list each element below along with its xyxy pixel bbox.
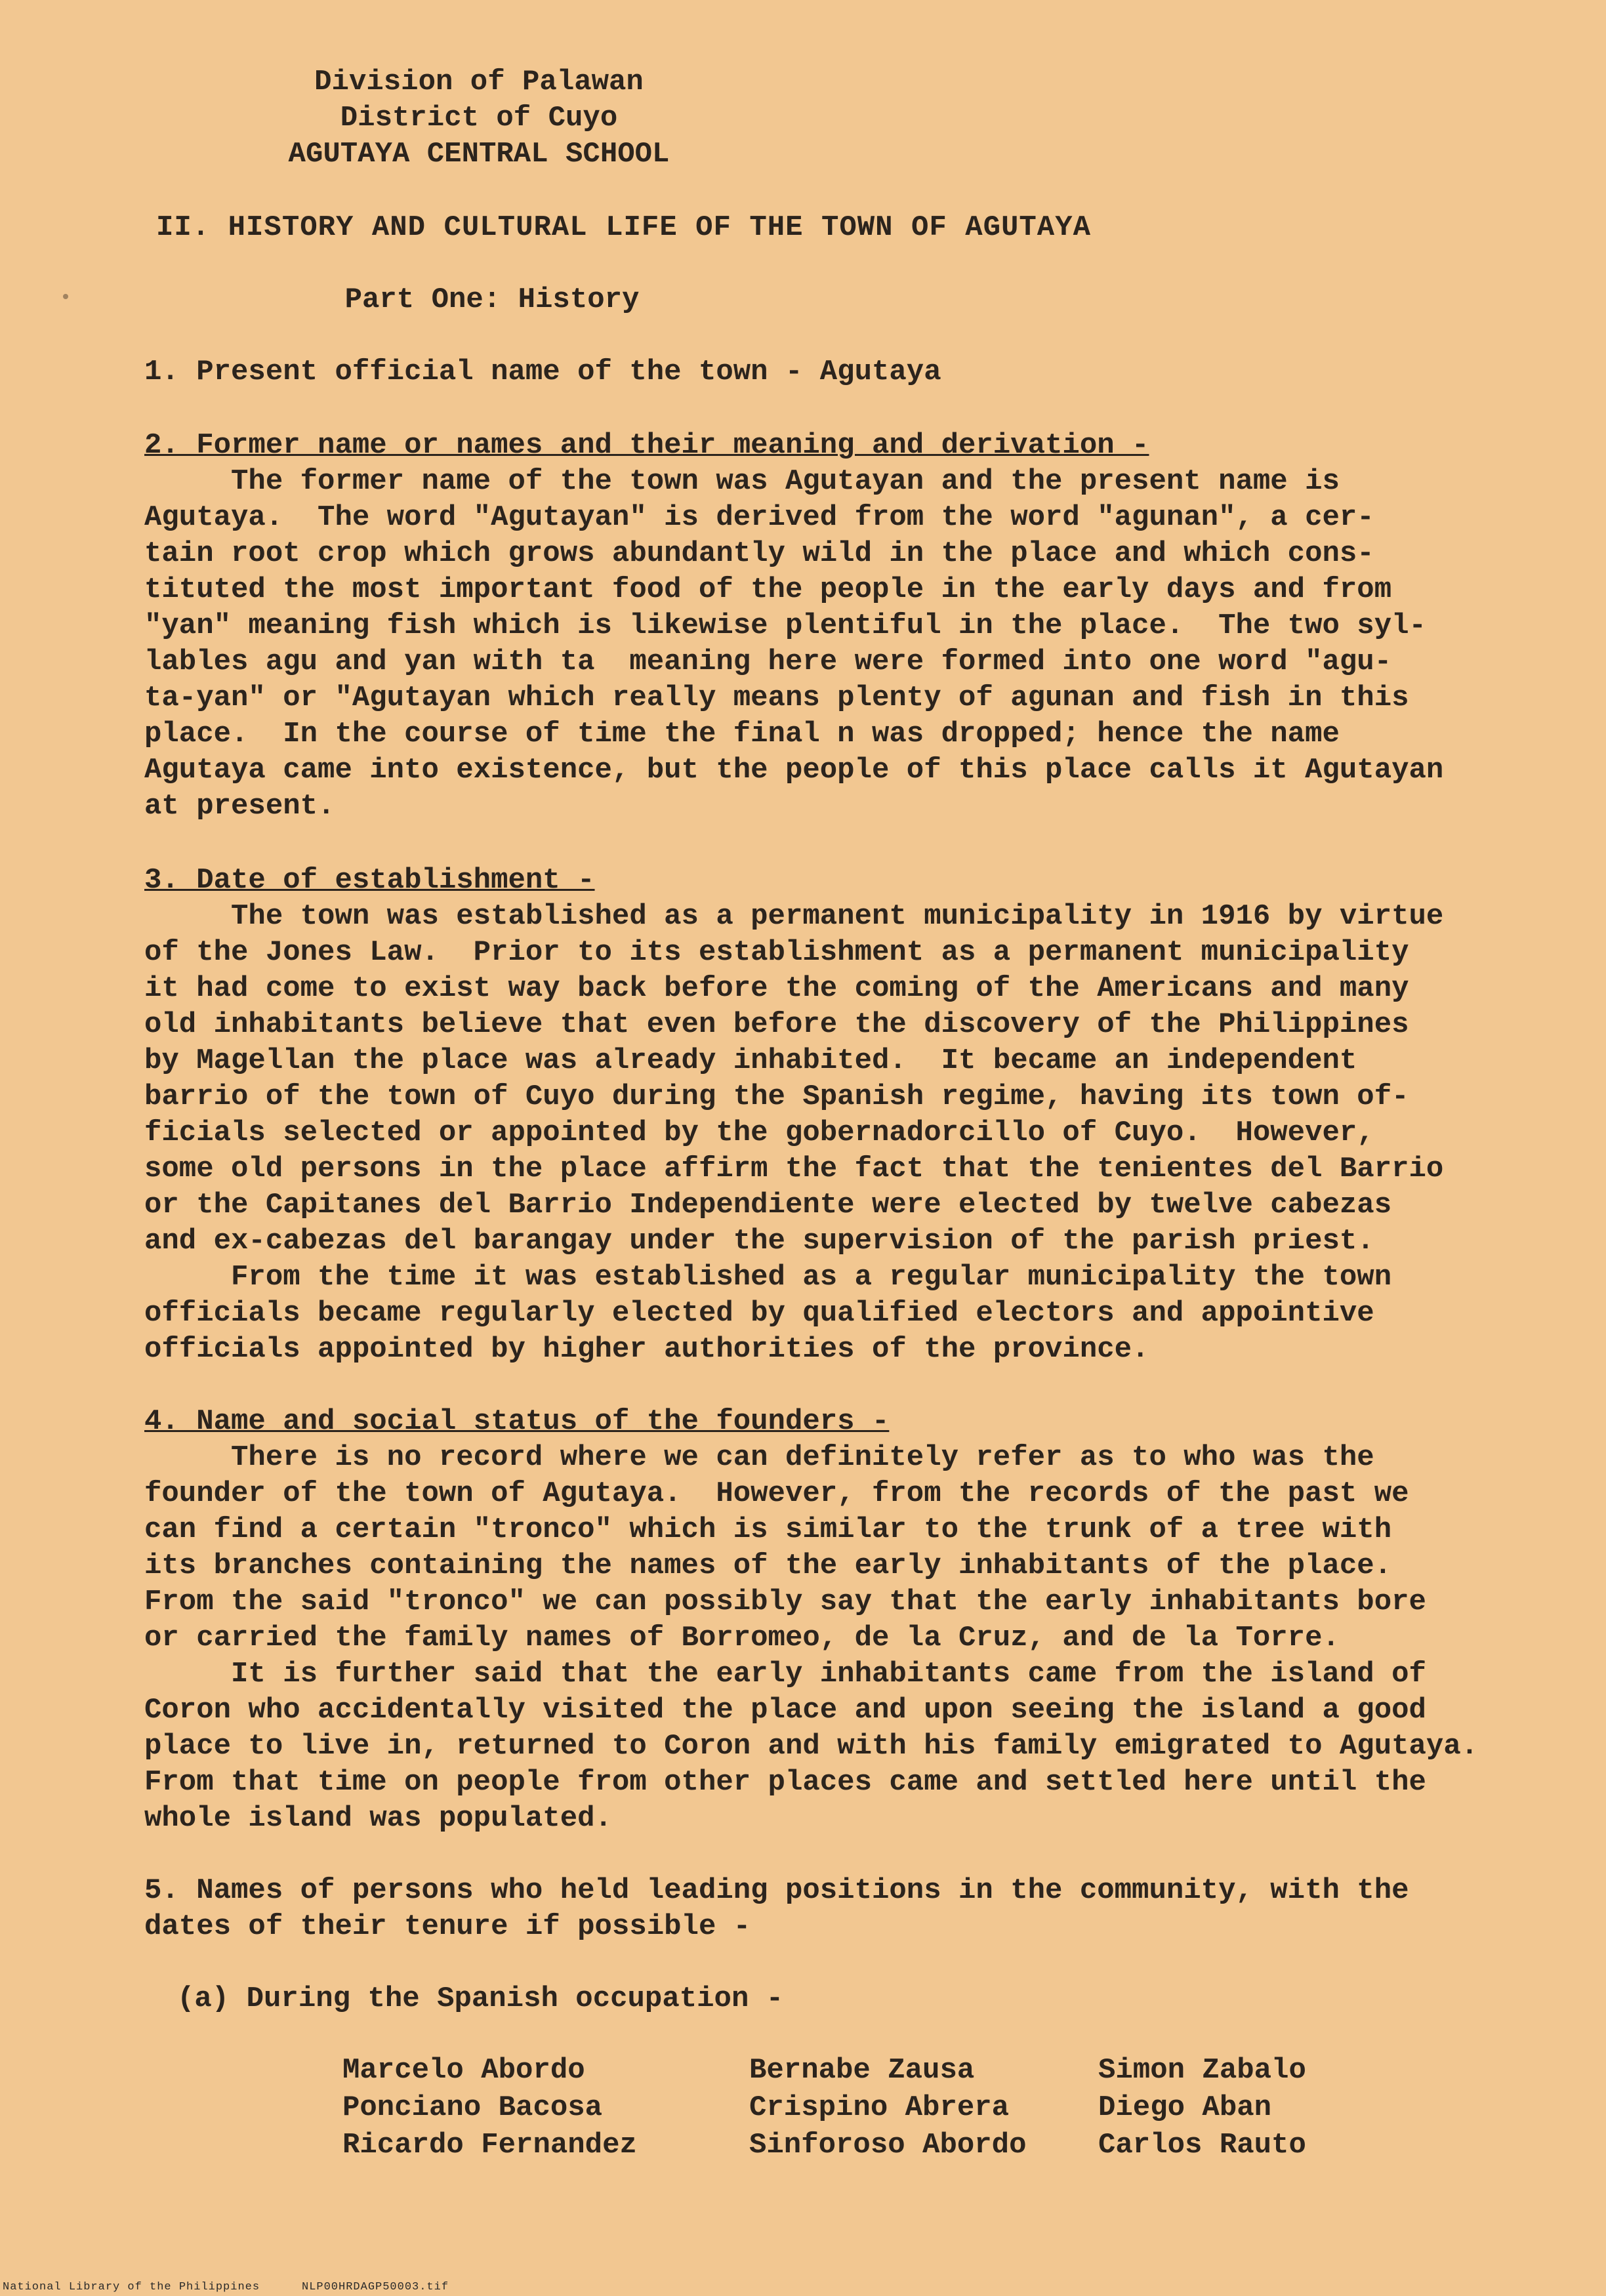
item-2-line: Agutaya came into existence, but the people of this place calls it Agutayan [144,754,1444,787]
item-4-line: It is further said that the early inhabitants came from the island of [144,1658,1426,1691]
item-4-line: founder of the town of Agutaya. However, from the records of the past we [144,1477,1409,1510]
item-3-heading: 3. Date of establishment - [144,864,595,897]
item-2-line: place. In the course of time the final n was dropped; hence the name [144,718,1340,750]
item-5a-spanish: (a) During the Spanish occupation - [177,1982,784,2015]
item-4-line: can find a certain "tronco" which is similar to the trunk of a tree with [144,1513,1392,1546]
item-3-line: ficials selected or appointed by the gobernadorcillo of Cuyo. However, [144,1117,1374,1149]
item-3-establishment [144,863,1575,1368]
item-4-line: its branches containing the names of the early inhabitants of the place. [144,1549,1392,1582]
item-4-line: place to live in, returned to Coron and with his family emigrated to Agutaya. [144,1730,1479,1763]
item-3-line: of the Jones Law. Prior to its establishment as a permanent municipality [144,936,1409,969]
footer-filename: NLP00HRDAGP50003.tif [302,2281,449,2293]
item-2-former-names [144,428,1575,825]
item-3-line: old inhabitants believe that even before the discovery of the Philippines [144,1008,1409,1041]
header-district: District of Cuyo [340,102,618,134]
item-5-leaders [144,1873,1575,1945]
item-2-line: tain root crop which grows abundantly wild in the place and which cons- [144,537,1374,570]
section-title: II. HISTORY AND CULTURAL LIFE OF THE TOWN OF AGUTAYA [156,211,1092,244]
item-3-line: and ex-cabezas del barangay under the supervision of the parish priest. [144,1225,1374,1258]
item-2-heading: 2. Former name or names and their meaning and derivation - [144,429,1149,462]
item-3-line: officials appointed by higher authorities of the province. [144,1333,1149,1366]
item-4-heading: 4. Name and social status of the founders - [144,1405,890,1438]
item-3-line: officials became regularly elected by qualified electors and appointive [144,1297,1374,1330]
item-3-line: The town was established as a permanent municipality in 1916 by virtue [144,900,1444,933]
leader-name: Simon Zabalo [1098,2054,1306,2087]
item-4-line: whole island was populated. [144,1802,612,1835]
item-2-line: Agutaya. The word "Agutayan" is derived from the word "agunan", a cer- [144,501,1374,534]
item-3-line: From the time it was established as a regular municipality the town [144,1261,1392,1294]
item-2-line: The former name of the town was Agutayan and the present name is [144,465,1340,498]
leader-name: Marcelo Abordo [342,2054,585,2087]
item-3-line: or the Capitanes del Barrio Independiente were elected by twelve cabezas [144,1189,1392,1221]
item-2-line: at present. [144,790,335,823]
item-3-line: some old persons in the place affirm the fact that the tenientes del Barrio [144,1153,1444,1185]
item-3-line: it had come to exist way back before the coming of the Americans and many [144,972,1409,1005]
item-3-line: by Magellan the place was already inhabited. It became an independent [144,1044,1357,1077]
names-column-3 [1098,2052,1306,2164]
item-3-line: barrio of the town of Cuyo during the Spanish regime, having its town of- [144,1080,1409,1113]
leader-name: Diego Aban [1098,2091,1272,2124]
leader-name: Crispino Abrera [749,2091,1010,2124]
leader-name: Ricardo Fernandez [342,2129,637,2162]
leader-name: Sinforoso Abordo [749,2129,1027,2162]
names-column-2 [749,2052,1026,2164]
leader-name: Bernabe Zausa [749,2054,975,2087]
header-division: Division of Palawan [314,66,644,98]
item-5-line: dates of their tenure if possible - [144,1910,751,1943]
item-1-present-name: 1. Present official name of the town - Agutaya [144,356,941,388]
item-4-line: From the said "tronco" we can possibly say that the early inhabitants bore [144,1586,1426,1618]
part-title: Part One: History [344,283,640,316]
item-2-line: lables agu and yan with ta meaning here were formed into one word "agu- [144,646,1392,678]
item-4-line: From that time on people from other places came and settled here until the [144,1766,1426,1799]
item-2-line: "yan" meaning fish which is likewise plentiful in the place. The two syl- [144,609,1426,642]
names-column-1 [342,2052,637,2164]
ink-smudge [63,294,68,299]
item-4-line: There is no record where we can definitely refer as to who was the [144,1441,1374,1474]
item-4-founders [144,1404,1575,1837]
item-4-line: Coron who accidentally visited the place and upon seeing the island a good [144,1694,1426,1727]
leader-name: Carlos Rauto [1098,2129,1306,2162]
leader-name: Ponciano Bacosa [342,2091,603,2124]
item-2-line: tituted the most important food of the people in the early days and from [144,573,1392,606]
footer-library: National Library of the Philippines [3,2281,260,2293]
item-4-line: or carried the family names of Borromeo, de la Cruz, and de la Torre. [144,1622,1340,1654]
item-2-line: ta-yan" or "Agutayan which really means plenty of agunan and fish in this [144,682,1409,714]
header-school: AGUTAYA CENTRAL SCHOOL [288,138,670,171]
item-5-line: 5. Names of persons who held leading positions in the community, with the [144,1874,1409,1907]
